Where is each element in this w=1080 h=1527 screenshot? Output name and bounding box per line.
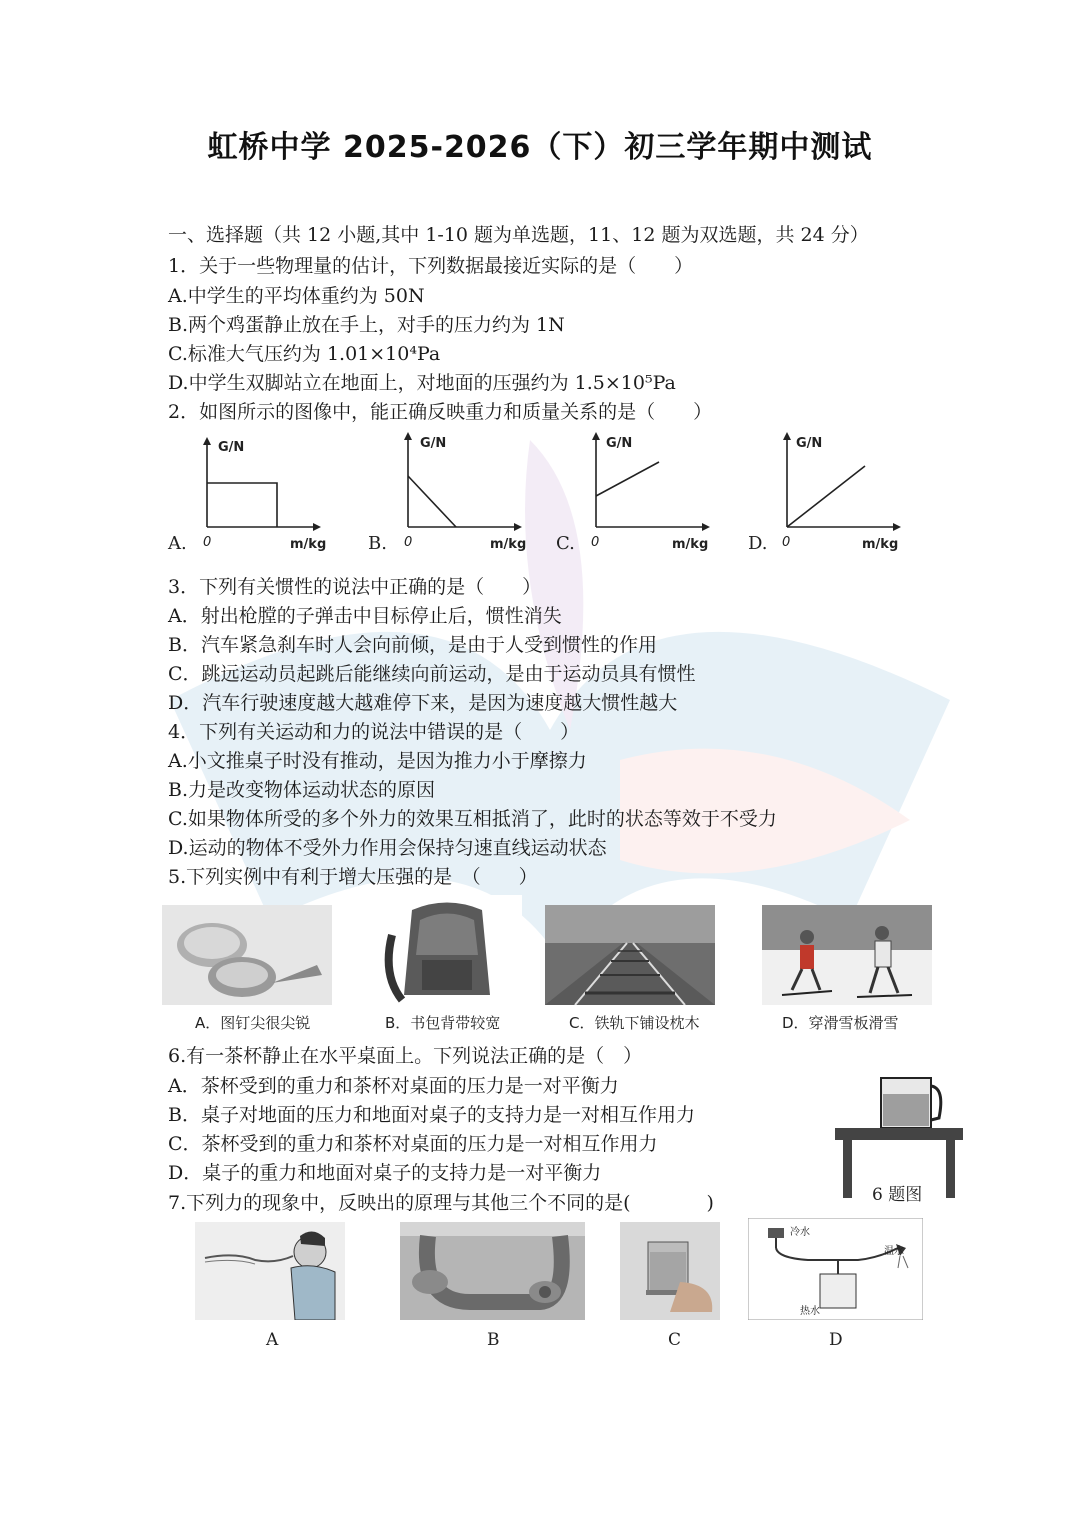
q5-image-b-backpack xyxy=(372,895,522,1007)
q5-image-c-railway xyxy=(545,905,715,1005)
q3-option-a: A．射出枪膛的子弹击中目标停止后，惯性消失 xyxy=(168,605,562,627)
q6-option-d: D．桌子的重力和地面对桌子的支持力是一对平衡力 xyxy=(168,1162,602,1184)
graph-c-label: C. xyxy=(556,533,575,554)
q7-caption-c: C xyxy=(668,1330,682,1350)
q4-option-b: B.力是改变物体运动状态的原因 xyxy=(168,779,436,801)
graph-b-origin: 0 xyxy=(404,535,413,550)
q1-option-b: B.两个鸡蛋静止放在手上，对手的压力约为 1N xyxy=(168,314,565,336)
q6-option-a: A．茶杯受到的重力和茶杯对桌面的压力是一对平衡力 xyxy=(168,1075,619,1097)
q6-stem: 6.有一茶杯静止在水平桌面上。下列说法正确的是（ ） xyxy=(168,1045,643,1067)
q7-image-a-blowing xyxy=(195,1222,345,1320)
q1-option-c: C.标准大气压约为 1.01×10⁴Pa xyxy=(168,343,441,365)
graph-c-xlabel: m/kg xyxy=(672,537,709,552)
q3-option-d: D．汽车行驶速度越大越难停下来，是因为速度越大惯性越大 xyxy=(168,692,678,714)
q3-option-c: C．跳远运动员起跳后能继续向前运动，是由于运动员具有惯性 xyxy=(168,663,696,685)
q3-stem: 3．下列有关惯性的说法中正确的是（ ） xyxy=(168,576,542,598)
q7-image-b-burrow xyxy=(400,1222,585,1320)
graph-c-origin: 0 xyxy=(591,535,600,550)
graph-a-label: A. xyxy=(168,533,187,554)
graph-d-xlabel: m/kg xyxy=(862,537,899,552)
q5-caption-c: C．铁轨下铺设枕木 xyxy=(569,1014,700,1032)
graph-d-ylabel: G/N xyxy=(796,436,823,451)
q6-option-c: C．茶杯受到的重力和茶杯对桌面的压力是一对相互作用力 xyxy=(168,1133,658,1155)
q5-caption-b: B．书包背带较宽 xyxy=(385,1014,501,1032)
graph-d-label: D. xyxy=(748,533,768,554)
q5-image-a-thumbtacks xyxy=(162,905,332,1005)
q7-caption-a: A xyxy=(266,1330,279,1350)
graph-a-xlabel: m/kg xyxy=(290,537,327,552)
q4-option-d: D.运动的物体不受外力作用会保持匀速直线运动状态 xyxy=(168,837,607,859)
graph-a-origin: 0 xyxy=(203,535,212,550)
section-heading: 一、选择题（共 12 小题,其中 1-10 题为单选题，11、12 题为双选题，共 24 分） xyxy=(168,224,869,246)
q1-stem: 1．关于一些物理量的估计，下列数据最接近实际的是（ ） xyxy=(168,255,694,277)
q7-d-label-hot: 热水 xyxy=(800,1306,820,1317)
q7-d-label-warm: 温水 xyxy=(884,1246,904,1257)
q1-option-d: D.中学生双脚站立在地面上，对地面的压强约为 1.5×10⁵Pa xyxy=(168,372,676,394)
q3-option-b: B．汽车紧急刹车时人会向前倾，是由于人受到惯性的作用 xyxy=(168,634,657,656)
q7-d-label-cold: 冷水 xyxy=(790,1227,810,1238)
q1-option-a: A.中学生的平均体重约为 50N xyxy=(168,285,425,307)
q7-caption-b: B xyxy=(487,1330,500,1350)
q7-caption-d: D xyxy=(829,1330,843,1350)
q5-image-d-skiing xyxy=(762,905,932,1005)
exam-title: 虹桥中学 2025-2026（下）初三学年期中测试 xyxy=(207,130,873,165)
q7-stem: 7.下列力的现象中，反映出的原理与其他三个不同的是( ) xyxy=(168,1192,714,1214)
q5-caption-d: D．穿滑雪板滑雪 xyxy=(782,1014,899,1032)
q4-option-a: A.小文推桌子时没有推动，是因为推力小于摩擦力 xyxy=(168,750,587,772)
q7-image-d-water-mixer xyxy=(748,1218,923,1320)
graph-b-ylabel: G/N xyxy=(420,436,447,451)
q5-stem: 5.下列实例中有利于增大压强的是 （ ） xyxy=(168,866,538,888)
graph-a-ylabel: G/N xyxy=(218,440,245,455)
graph-b-xlabel: m/kg xyxy=(490,537,527,552)
q7-image-c-glass-hand xyxy=(620,1222,720,1320)
q6-option-b: B．桌子对地面的压力和地面对桌子的支持力是一对相互作用力 xyxy=(168,1104,695,1126)
q4-stem: 4．下列有关运动和力的说法中错误的是（ ） xyxy=(168,721,580,743)
graph-b-label: B. xyxy=(368,533,387,554)
graph-d-origin: 0 xyxy=(782,535,791,550)
q4-option-c: C.如果物体所受的多个外力的效果互相抵消了，此时的状态等效于不受力 xyxy=(168,808,777,830)
graph-c-ylabel: G/N xyxy=(606,436,633,451)
q5-caption-a: A．图钉尖很尖锐 xyxy=(195,1014,311,1032)
q2-stem: 2．如图所示的图像中，能正确反映重力和质量关系的是（ ） xyxy=(168,401,713,423)
q6-figure-caption: 6 题图 xyxy=(872,1185,923,1205)
